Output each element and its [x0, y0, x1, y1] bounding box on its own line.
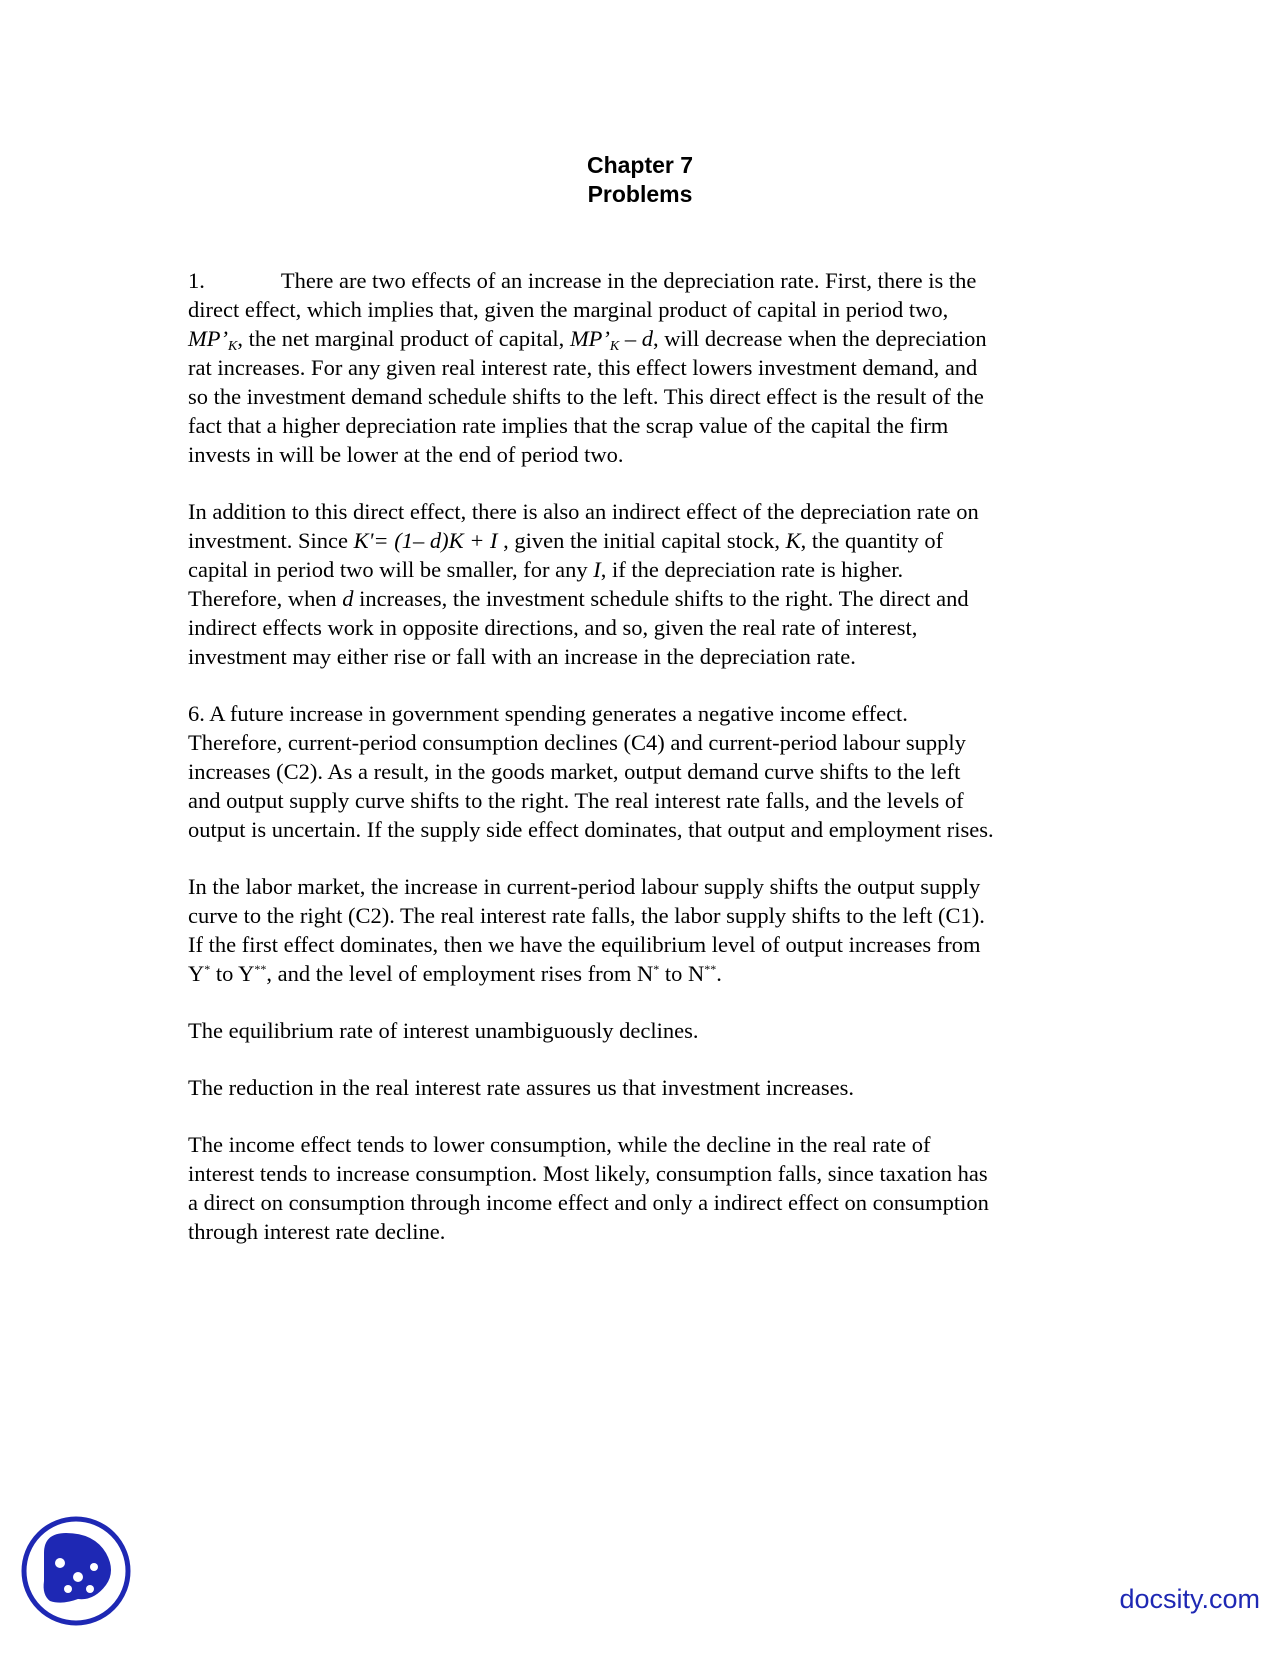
text-line: In the labor market, the increase in current-period labour supply shifts the output supply: [188, 874, 981, 899]
text-line: interest tends to increase consumption. Most likely, consumption falls, since taxation has: [188, 1161, 988, 1186]
text-line: investment. Since K'= (1– d)K + I , given the initial capital stock, K, the quantity of: [188, 528, 944, 553]
page-title: Chapter 7: [586, 152, 694, 178]
text-line: through interest rate decline.: [188, 1219, 446, 1244]
text-line: rat increases. For any given real interest rate, this effect lowers investment demand, and: [188, 355, 978, 380]
document-body: [188, 266, 1093, 1246]
docsity-link[interactable]: docsity.com: [1119, 1584, 1260, 1614]
text-line: The income effect tends to lower consumption, while the decline in the real rate of: [188, 1132, 931, 1157]
text-line: output is uncertain. If the supply side effect dominates, that output and employment rises.: [188, 817, 994, 842]
text-line: increases (C2). As a result, in the goods market, output demand curve shifts to the left: [188, 759, 961, 784]
text-line: investment may either rise or fall with an increase in the depreciation rate.: [188, 644, 856, 669]
text-line: direct effect, which implies that, given the marginal product of capital in period two,: [188, 297, 949, 322]
text-line: Therefore, when d increases, the investment schedule shifts to the right. The direct and: [188, 586, 969, 611]
problem-number: 1.: [188, 268, 205, 293]
text-line: The reduction in the real interest rate assures us that investment increases.: [188, 1075, 855, 1100]
text-line: 1. There are two effects of an increase in the depreciation rate. First, there is the: [188, 268, 977, 293]
docsity-logo-icon[interactable]: [20, 1515, 132, 1627]
text-line: $MP’_K$, the net marginal product of capital, $MP’_K$ – d, will decrease when the depreciation: [188, 326, 987, 354]
page-subtitle: Problems: [587, 181, 693, 207]
text-line: so the investment demand schedule shifts to the left. This direct effect is the result of the: [188, 384, 984, 409]
text-line: a direct on consumption through income effect and only a indirect effect on consumption: [188, 1190, 989, 1215]
capital-formula: K'= (1– d)K + I: [353, 528, 498, 553]
text-line: and output supply curve shifts to the right. The real interest rate falls, and the levels of: [188, 788, 964, 813]
text-line: invests in will be lower at the end of period two.: [188, 442, 624, 467]
text-line: Y* to Y**, and the level of employment rises from N* to N**.: [188, 961, 722, 986]
text-line: fact that a higher depreciation rate implies that the scrap value of the capital the firm: [188, 413, 949, 438]
text-line: Therefore, current-period consumption declines (C4) and current-period labour supply: [188, 730, 966, 755]
text-line: indirect effects work in opposite directions, and so, given the real rate of interest,: [188, 615, 918, 640]
text-line: curve to the right (C2). The real interest rate falls, the labor supply shifts to the left (C1).: [188, 903, 985, 928]
text-line: The equilibrium rate of interest unambiguously declines.: [188, 1018, 699, 1043]
text-line: capital in period two will be smaller, for any I, if the depreciation rate is higher.: [188, 557, 904, 582]
text-line: 6. A future increase in government spending generates a negative income effect.: [188, 701, 908, 726]
text-line: If the first effect dominates, then we have the equilibrium level of output increases from: [188, 932, 981, 957]
text-line: In addition to this direct effect, there is also an indirect effect of the depreciation rate on: [188, 499, 979, 524]
